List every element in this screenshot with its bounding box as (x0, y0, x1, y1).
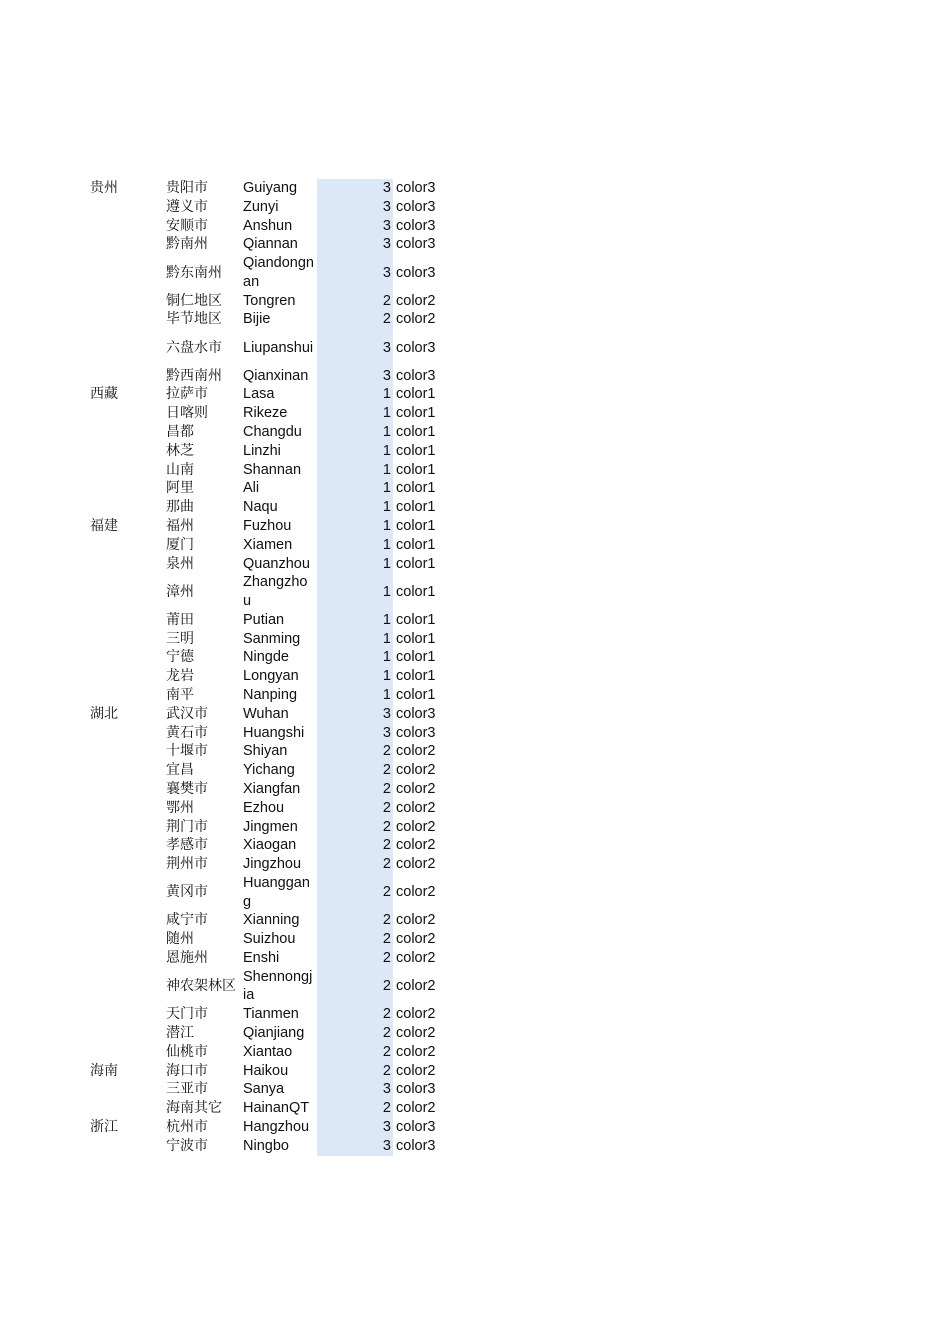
level-cell: 3 (382, 705, 391, 722)
city-en-cell: Shennongjia (243, 968, 313, 1004)
city-cn-cell: 厦门 (166, 536, 194, 553)
table-row (0, 949, 950, 968)
province-cell (90, 911, 160, 930)
table-row (0, 855, 950, 874)
province-cell (90, 1137, 160, 1156)
table-row (0, 1043, 950, 1062)
level-cell: 2 (382, 837, 391, 854)
city-cn-cell: 鄂州 (166, 799, 194, 816)
color-cell: color1 (396, 424, 436, 441)
color-cell: color3 (396, 217, 436, 234)
level-cell: 2 (382, 950, 391, 967)
city-cn-cell: 黔东南州 (166, 264, 222, 281)
table-row (0, 367, 950, 386)
table-row (0, 442, 950, 461)
level-cell: 3 (382, 1137, 391, 1154)
level-cell: 2 (382, 743, 391, 760)
city-en-cell: Xiantao (243, 1043, 293, 1060)
city-en-cell: Ningde (243, 649, 289, 666)
table-row (0, 536, 950, 555)
city-cn-cell: 龙岩 (166, 668, 194, 685)
color-cell: color3 (396, 264, 436, 281)
color-cell: color2 (396, 837, 436, 854)
color-cell: color2 (396, 292, 436, 309)
city-en-cell: Guiyang (243, 180, 298, 197)
province-cell (90, 742, 160, 761)
table-row (0, 498, 950, 517)
city-en-cell: Xiamen (243, 536, 293, 553)
province-cell: 西藏 (90, 386, 118, 403)
city-cn-cell: 铜仁地区 (166, 292, 222, 309)
city-cn-cell: 漳州 (166, 583, 194, 600)
table-row (0, 423, 950, 442)
level-cell: 1 (382, 461, 391, 478)
color-cell: color2 (396, 799, 436, 816)
province-cell (90, 930, 160, 949)
color-cell: color3 (396, 367, 436, 384)
color-cell: color2 (396, 1025, 436, 1042)
province-cell (90, 1024, 160, 1043)
table-row (0, 818, 950, 837)
color-cell: color2 (396, 1006, 436, 1023)
city-en-cell: Naqu (243, 499, 278, 516)
table-row (0, 611, 950, 630)
province-cell: 浙江 (90, 1119, 118, 1135)
city-en-cell: Fuzhou (243, 518, 292, 535)
city-cn-cell: 十堰市 (166, 743, 208, 760)
table-row (0, 799, 950, 818)
level-cell: 3 (382, 339, 391, 356)
province-cell (90, 198, 160, 217)
level-cell: 2 (382, 1043, 391, 1060)
city-cn-cell: 安顺市 (166, 217, 208, 234)
level-cell: 3 (382, 1081, 391, 1098)
level-cell: 1 (382, 611, 391, 628)
color-cell: color1 (396, 630, 436, 647)
table-row (0, 1062, 950, 1081)
table-row (0, 742, 950, 761)
table-row (0, 1005, 950, 1024)
city-en-cell: Hangzhou (243, 1119, 310, 1136)
province-cell (90, 874, 160, 911)
level-cell: 2 (382, 978, 391, 995)
city-cn-cell: 海口市 (166, 1062, 208, 1079)
city-en-cell: HainanQT (243, 1100, 310, 1117)
city-cn-cell: 黔南州 (166, 236, 208, 253)
level-cell: 3 (382, 217, 391, 234)
province-cell (90, 404, 160, 423)
province-cell (90, 799, 160, 818)
city-cn-cell: 宁德 (166, 649, 194, 666)
table-row (0, 630, 950, 649)
city-en-cell: Tongren (243, 292, 296, 309)
city-cn-cell: 襄樊市 (166, 781, 208, 798)
color-cell: color3 (396, 705, 436, 722)
province-cell (90, 310, 160, 329)
city-cn-cell: 宜昌 (166, 762, 194, 779)
color-cell: color2 (396, 781, 436, 798)
city-en-cell: Liupanshui (243, 339, 314, 356)
color-cell: color1 (396, 386, 436, 403)
city-en-cell: Wuhan (243, 705, 289, 722)
color-cell: color2 (396, 1100, 436, 1117)
city-cn-cell: 贵阳市 (166, 180, 208, 197)
table-row (0, 198, 950, 217)
city-cn-cell: 荆州市 (166, 856, 208, 873)
table-row (0, 479, 950, 498)
city-cn-cell: 拉萨市 (166, 386, 208, 403)
color-cell: color2 (396, 912, 436, 929)
city-en-cell: Sanming (243, 630, 301, 647)
color-cell: color1 (396, 518, 436, 535)
city-cn-cell: 山南 (166, 461, 194, 478)
color-cell: color1 (396, 461, 436, 478)
province-cell (90, 686, 160, 705)
city-en-cell: Zunyi (243, 198, 279, 215)
color-cell: color3 (396, 180, 436, 197)
color-cell: color1 (396, 442, 436, 459)
province-cell (90, 1080, 160, 1099)
city-cn-cell: 三明 (166, 630, 194, 647)
level-cell: 1 (382, 536, 391, 553)
province-cell: 福建 (90, 518, 118, 534)
city-cn-cell: 海南其它 (166, 1100, 222, 1117)
city-en-cell: Changdu (243, 424, 302, 441)
color-cell: color3 (396, 339, 436, 356)
city-en-cell: Xianning (243, 912, 300, 929)
city-cn-cell: 恩施州 (166, 950, 208, 967)
province-cell (90, 235, 160, 254)
level-cell: 2 (382, 818, 391, 835)
level-cell: 1 (382, 442, 391, 459)
province-cell (90, 836, 160, 855)
city-cn-cell: 黄冈市 (166, 884, 208, 901)
city-en-cell: Ezhou (243, 799, 285, 816)
city-cn-cell: 林芝 (166, 442, 194, 459)
level-cell: 2 (382, 1025, 391, 1042)
province-cell (90, 1005, 160, 1024)
city-en-cell: Linzhi (243, 442, 281, 459)
level-cell: 3 (382, 180, 391, 197)
level-cell: 1 (382, 668, 391, 685)
level-cell: 2 (382, 292, 391, 309)
city-cn-cell: 武汉市 (166, 705, 208, 722)
color-cell: color1 (396, 555, 436, 572)
province-cell (90, 461, 160, 480)
level-cell: 2 (382, 781, 391, 798)
table-row (0, 667, 950, 686)
table-row (0, 836, 950, 855)
city-en-cell: Qiandongnan (243, 255, 314, 290)
level-cell: 1 (382, 499, 391, 516)
city-en-cell: Shiyan (243, 743, 288, 760)
province-cell (90, 367, 160, 386)
city-en-cell: Tianmen (243, 1006, 299, 1023)
province-cell: 海南 (90, 1062, 118, 1079)
province-cell (90, 648, 160, 667)
color-cell: color1 (396, 536, 436, 553)
province-cell (90, 724, 160, 743)
color-cell: color1 (396, 649, 436, 666)
city-en-cell: Nanping (243, 687, 298, 704)
city-cn-cell: 宁波市 (166, 1137, 208, 1154)
table-row (0, 385, 950, 404)
table-row (0, 179, 950, 198)
table-row (0, 724, 950, 743)
table-row (0, 648, 950, 667)
city-en-cell: Zhangzhou (243, 574, 308, 610)
level-cell: 2 (382, 1006, 391, 1023)
province-cell (90, 442, 160, 461)
level-cell: 1 (382, 386, 391, 403)
table-row (0, 968, 950, 1005)
color-cell: color2 (396, 762, 436, 779)
province-cell (90, 329, 160, 366)
province-cell (90, 573, 160, 610)
city-en-cell: Putian (243, 611, 285, 628)
color-cell: color3 (396, 724, 436, 741)
level-cell: 1 (382, 630, 391, 647)
city-en-cell: Qiannan (243, 236, 298, 253)
table-row (0, 1118, 950, 1137)
table-row (0, 761, 950, 780)
city-cn-cell: 孝感市 (166, 837, 208, 854)
city-en-cell: Longyan (243, 668, 299, 685)
table-row (0, 235, 950, 254)
table-row (0, 911, 950, 930)
table-row (0, 686, 950, 705)
table-row (0, 1137, 950, 1156)
province-cell (90, 761, 160, 780)
table-row (0, 254, 950, 291)
color-cell: color2 (396, 743, 436, 760)
city-en-cell: Ali (243, 480, 260, 497)
table-row (0, 329, 950, 366)
city-cn-cell: 神农架林区 (166, 978, 236, 995)
level-cell: 2 (382, 912, 391, 929)
color-cell: color1 (396, 405, 436, 422)
city-cn-cell: 天门市 (166, 1006, 208, 1023)
city-cn-cell: 三亚市 (166, 1081, 208, 1098)
level-cell: 2 (382, 311, 391, 328)
city-en-cell: Quanzhou (243, 555, 310, 572)
city-cn-cell: 福州 (166, 518, 194, 535)
table-row (0, 404, 950, 423)
color-cell: color3 (396, 198, 436, 215)
table-row (0, 1080, 950, 1099)
level-cell: 3 (382, 367, 391, 384)
province-cell (90, 1099, 160, 1118)
city-en-cell: Bijie (243, 311, 271, 328)
city-en-cell: Qianxinan (243, 367, 309, 384)
table-row (0, 930, 950, 949)
province-cell (90, 949, 160, 968)
color-cell: color2 (396, 311, 436, 328)
province-cell (90, 423, 160, 442)
level-cell: 3 (382, 724, 391, 741)
province-cell (90, 254, 160, 291)
table-row (0, 292, 950, 311)
table-row (0, 461, 950, 480)
color-cell: color1 (396, 668, 436, 685)
level-cell: 1 (382, 405, 391, 422)
city-cn-cell: 随州 (166, 931, 194, 948)
province-cell (90, 498, 160, 517)
city-en-cell: Anshun (243, 217, 293, 234)
color-cell: color1 (396, 687, 436, 704)
city-cn-cell: 六盘水市 (166, 339, 222, 356)
table-row (0, 1024, 950, 1043)
province-cell (90, 968, 160, 1005)
city-en-cell: Enshi (243, 950, 280, 967)
city-en-cell: Yichang (243, 762, 295, 779)
level-cell: 2 (382, 1100, 391, 1117)
city-cn-cell: 毕节地区 (166, 311, 222, 328)
color-cell: color3 (396, 236, 436, 253)
city-cn-cell: 咸宁市 (166, 912, 208, 929)
province-cell (90, 780, 160, 799)
level-cell: 3 (382, 198, 391, 215)
color-cell: color3 (396, 1137, 436, 1154)
color-cell: color2 (396, 818, 436, 835)
province-cell (90, 217, 160, 236)
province-cell (90, 479, 160, 498)
city-en-cell: Huangshi (243, 724, 305, 741)
city-cn-cell: 阿里 (166, 480, 194, 497)
province-cell (90, 292, 160, 311)
level-cell: 2 (382, 856, 391, 873)
city-en-cell: Lasa (243, 386, 275, 403)
city-en-cell: Jingzhou (243, 856, 302, 873)
color-cell: color2 (396, 1043, 436, 1060)
city-cn-cell: 潜江 (166, 1025, 194, 1042)
city-en-cell: Haikou (243, 1062, 289, 1079)
province-cell (90, 667, 160, 686)
level-cell: 1 (382, 518, 391, 535)
level-cell: 1 (382, 555, 391, 572)
city-en-cell: Xiaogan (243, 837, 297, 854)
city-cn-cell: 荆门市 (166, 818, 208, 835)
city-en-cell: Sanya (243, 1081, 285, 1098)
color-cell: color1 (396, 480, 436, 497)
city-cn-cell: 遵义市 (166, 198, 208, 215)
level-cell: 2 (382, 931, 391, 948)
table-row (0, 573, 950, 610)
city-en-cell: Rikeze (243, 405, 288, 422)
color-cell: color2 (396, 978, 436, 995)
city-en-cell: Jingmen (243, 818, 298, 835)
province-cell: 湖北 (90, 705, 118, 722)
color-cell: color1 (396, 499, 436, 516)
table-row (0, 1099, 950, 1118)
city-cn-cell: 那曲 (166, 499, 194, 516)
city-cn-cell: 黄石市 (166, 724, 208, 741)
province-cell (90, 630, 160, 649)
level-cell: 3 (382, 264, 391, 281)
city-cn-cell: 昌都 (166, 424, 194, 441)
level-cell: 2 (382, 799, 391, 816)
city-en-cell: Ningbo (243, 1137, 289, 1154)
level-cell: 1 (382, 480, 391, 497)
city-cn-cell: 仙桃市 (166, 1043, 208, 1060)
table-row (0, 780, 950, 799)
city-cn-cell: 杭州市 (166, 1119, 208, 1136)
city-cn-cell: 日喀则 (166, 405, 208, 422)
color-cell: color2 (396, 950, 436, 967)
level-cell: 2 (382, 1062, 391, 1079)
city-en-cell: Xiangfan (243, 781, 301, 798)
city-en-cell: Suizhou (243, 931, 296, 948)
level-cell: 1 (382, 687, 391, 704)
level-cell: 1 (382, 649, 391, 666)
level-cell: 3 (382, 236, 391, 253)
province-cell (90, 1043, 160, 1062)
province-cell: 贵州 (90, 180, 118, 196)
color-cell: color1 (396, 583, 436, 600)
province-cell (90, 818, 160, 837)
level-cell: 2 (382, 762, 391, 779)
province-cell (90, 555, 160, 574)
color-cell: color2 (396, 1062, 436, 1079)
table-row (0, 874, 950, 911)
table-row (0, 555, 950, 574)
color-cell: color2 (396, 856, 436, 873)
color-cell: color3 (396, 1081, 436, 1098)
color-cell: color2 (396, 884, 436, 901)
province-cell (90, 611, 160, 630)
province-cell (90, 536, 160, 555)
province-cell (90, 855, 160, 874)
table-row (0, 310, 950, 329)
city-en-cell: Qianjiang (243, 1025, 305, 1042)
color-cell: color2 (396, 931, 436, 948)
table-row (0, 217, 950, 236)
city-en-cell: Shannan (243, 461, 302, 478)
city-en-cell: Huanggang (243, 875, 310, 910)
city-cn-cell: 泉州 (166, 555, 194, 572)
city-cn-cell: 黔西南州 (166, 367, 222, 384)
color-cell: color1 (396, 611, 436, 628)
level-cell: 2 (382, 884, 391, 901)
city-cn-cell: 莆田 (166, 611, 194, 628)
table-row (0, 517, 950, 536)
level-cell: 3 (382, 1119, 391, 1136)
city-cn-cell: 南平 (166, 687, 194, 704)
color-cell: color3 (396, 1119, 436, 1136)
level-cell: 1 (382, 583, 391, 600)
level-cell: 1 (382, 424, 391, 441)
table-row (0, 705, 950, 724)
